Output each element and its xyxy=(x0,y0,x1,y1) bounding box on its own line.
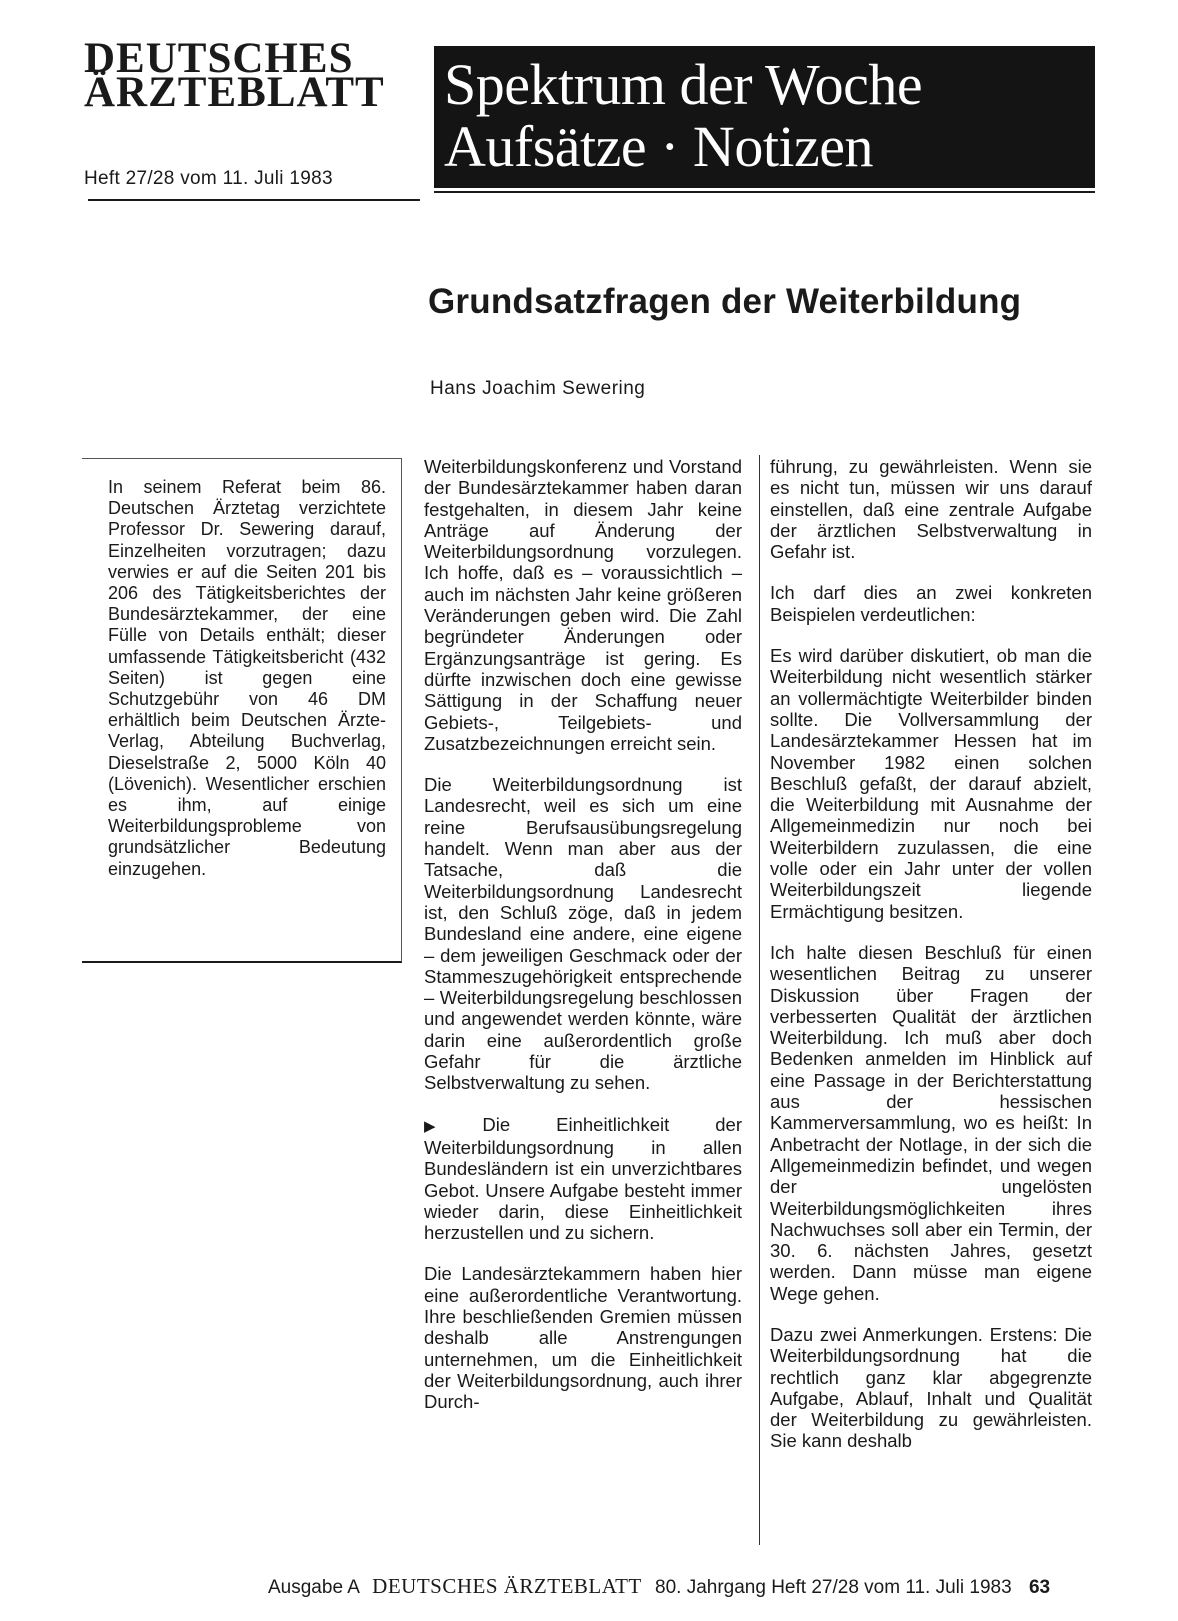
paragraph: Die Landesärztekammern haben hier eine außerordentliche Verantwortung. Ihre beschließenden Gremien müssen deshalb alle Anstrengungen unternehmen, um die Einheitlichkeit der Weiterbildungsordnung, auch ihrer Durch- xyxy=(424,1263,742,1413)
paragraph: Dazu zwei Anmerkungen. Erstens: Die Weiterbildungsordnung hat die rechtlich ganz klar abgegrenzte Aufgabe, Ablauf, Inhalt und Qualität der Weiterbildung zu gewährleisten. Sie kann deshalb xyxy=(770,1323,1092,1452)
banner-divider xyxy=(434,191,1095,193)
abstract-text: In seinem Referat beim 86. Deutschen Ärztetag verzichtete Professor Dr. Sewering darauf, Einzelheiten vorzutragen; dazu verwies er auf die Seiten 201 bis 206 des Tätigkeitsberichtes der Bundesärztekammer, der eine Fülle von Details enthält; dieser umfassende Tätigkeitsbericht (432 Seiten) ist gegen eine Schutzgebühr von 46 DM erhältlich beim Deutschen Ärzte-Verlag, Abteilung Buchverlag, Dieselstraße 2, 5000 Köln 40 (Lövenich). Wesentlicher erschien es ihm, auf einige Weiterbildungsprobleme von grundsätzlicher Bedeutung einzugehen. xyxy=(108,477,386,879)
masthead-title xyxy=(84,35,414,116)
paragraph: Die Weiterbildungsordnung ist Landesrecht, weil es sich um eine reine Berufsausübungsregelung handelt. Wenn man aber aus der Tatsache, daß die Weiterbildungsordnung Landesrecht ist, den Schluß zöge, daß in jedem Bundesland eine andere, eine eigene – dem jeweiligen Geschmack oder der Stammeszugehörigkeit entsprechende – Weiterbildungsregelung beschlossen und angewendet werden könnte, wäre darin eine außerordentlich große Gefahr für die ärztliche Selbstverwaltung zu sehen. xyxy=(424,774,742,1094)
column-divider xyxy=(759,455,760,1545)
section-banner xyxy=(434,46,1095,188)
article-author: Hans Joachim Sewering xyxy=(430,378,646,399)
article-column-2 xyxy=(770,456,1092,1472)
page-number: 63 xyxy=(1028,1577,1051,1598)
masthead-divider xyxy=(88,199,420,201)
issue-date: Heft 27/28 vom 11. Juli 1983 xyxy=(84,168,333,189)
masthead-line1: DEUTSCHES xyxy=(84,35,354,82)
paragraph-highlight-text: Die Einheitlichkeit der Weiterbildungsordnung in allen Bundesländern ist ein unverzichtbares Gebot. Unsere Aufgabe besteht immer wieder darin, diese Einheitlichkeit herzustellen und zu sichern. xyxy=(424,1113,742,1244)
abstract-box xyxy=(82,458,402,963)
paragraph: Weiterbildungskonferenz und Vorstand der Bundesärztekammer haben daran festgehalten, in diesem Jahr keine Anträge auf Änderung der Weiterbildungsordnung vorzulegen. Ich hoffe, daß es – voraussichtlich – auch im nächsten Jahr keine größeren Veränderungen geben wird. Die Zahl begründeter Änderungen oder Ergänzungsanträge ist gering. Es dürfte inzwischen doch eine gewisse Sättigung in der Schaffung neuer Gebiets-, Teilgebiets- und Zusatzbezeichnungen erreicht sein. xyxy=(424,456,742,754)
article-title: Grundsatzfragen der Weiterbildung xyxy=(428,282,1022,321)
masthead-line2: ÄRZTEBLATT xyxy=(84,69,385,116)
footer-edition: Ausgabe A xyxy=(268,1577,359,1598)
paragraph: Ich halte diesen Beschluß für einen wesentlichen Beitrag zu unserer Diskussion über Fragen der verbesserten Qualität der ärztlichen Weiterbildung. Ich muß aber doch Bedenken anmelden im Hinblick auf eine Passage in der Berichterstattung aus der hessischen Kammerversammlung, wo es heißt: In Anbetracht der Notlage, in der sich die Allgemeinmedizin befindet, und wegen der ungelösten Weiterbildungsmöglichkeiten ihres Nachwuchses soll aber ein Termin, der 30. 6. nächsten Jahres, gesetzt werden. Dann müsse man eigene Wege gehen. xyxy=(770,941,1092,1304)
footer-info: 80. Jahrgang Heft 27/28 vom 11. Juli 1983 xyxy=(655,1577,1012,1598)
paragraph: Es wird darüber diskutiert, ob man die Weiterbildung nicht wesentlich stärker an vollermächtigte Weiterbilder binden sollte. Die Vollversammlung der Landesärztekammer Hessen hat im November 1982 einen solchen Beschluß gefaßt, der darauf abzielt, die Weiterbildung mit Ausnahme der Allgemeinmedizin nur noch bei Weiterbildern zuzulassen, die eine volle oder ein Jahr unter der vollen Weiterbildungszeit liegende Ermächtigung besitzen. xyxy=(770,645,1092,922)
banner-line1: Spektrum der Woche xyxy=(444,52,923,117)
triangle-arrow-icon: ▶ xyxy=(424,1117,477,1135)
article-column-1 xyxy=(424,456,742,1432)
page-footer xyxy=(268,1574,1050,1599)
paragraph: führung, zu gewährleisten. Wenn sie es nicht tun, müssen wir uns darauf einstellen, daß eine zentrale Aufgabe der ärztlichen Selbstverwaltung in Gefahr ist. xyxy=(770,456,1092,563)
paragraph-highlight xyxy=(424,1114,742,1244)
banner-line2: Aufsätze · Notizen xyxy=(444,114,874,179)
paragraph: Ich darf dies an zwei konkreten Beispielen verdeutlichen: xyxy=(770,582,1092,625)
footer-masthead: DEUTSCHES ÄRZTEBLATT xyxy=(372,1574,642,1598)
